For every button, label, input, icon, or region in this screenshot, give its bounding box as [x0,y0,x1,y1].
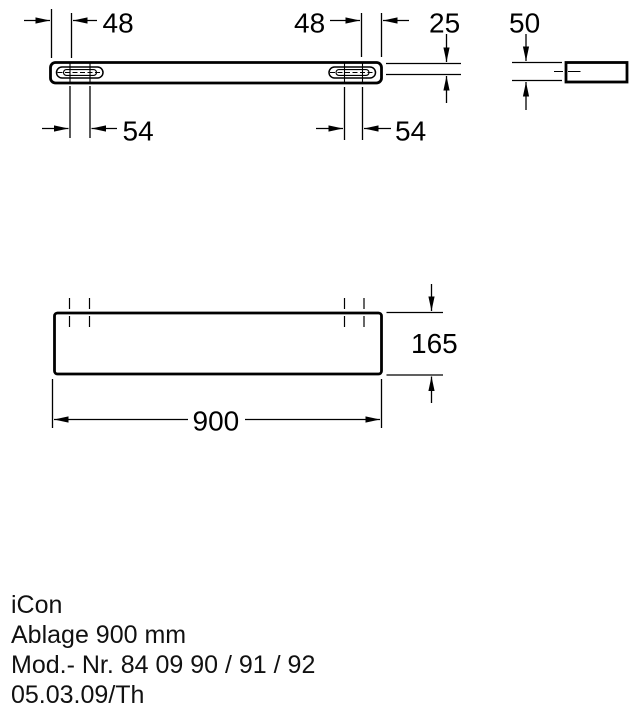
front-view [51,63,382,84]
dimension-165 [387,284,458,403]
model-number-text: Mod.- Nr. 84 09 90 / 91 / 92 [11,651,316,679]
extension-lines [362,13,382,57]
plan-view [55,298,382,374]
title-block [11,590,315,710]
dim-label-165: 165 [411,328,458,359]
dimension-54-left [42,86,154,147]
dimension-900 [53,379,382,437]
dim-label-48-right: 48 [294,7,326,39]
dim-label-900: 900 [192,405,240,437]
dimension-54-right [316,87,426,147]
extension-lines [345,87,363,140]
dim-label-54-right: 54 [395,115,427,147]
product-name-text: Ablage 900 mm [11,621,187,649]
dim-label-54-left: 54 [122,115,154,147]
dim-label-25: 25 [429,7,461,39]
dimension-25 [386,8,461,104]
extension-lines [386,64,461,75]
product-line-text: iCon [11,591,63,619]
plan-view-outline [55,313,382,374]
side-view [554,63,627,83]
dim-label-50: 50 [509,7,541,39]
extension-lines [70,86,90,138]
dim-label-48-left: 48 [102,7,134,39]
dimension-50 [509,8,562,111]
side-view-outline [566,63,627,83]
extension-lines [52,9,72,58]
dimension-48-left [24,8,134,59]
dimension-48-right [294,8,409,58]
date-author-text: 05.03.09/Th [11,681,145,709]
